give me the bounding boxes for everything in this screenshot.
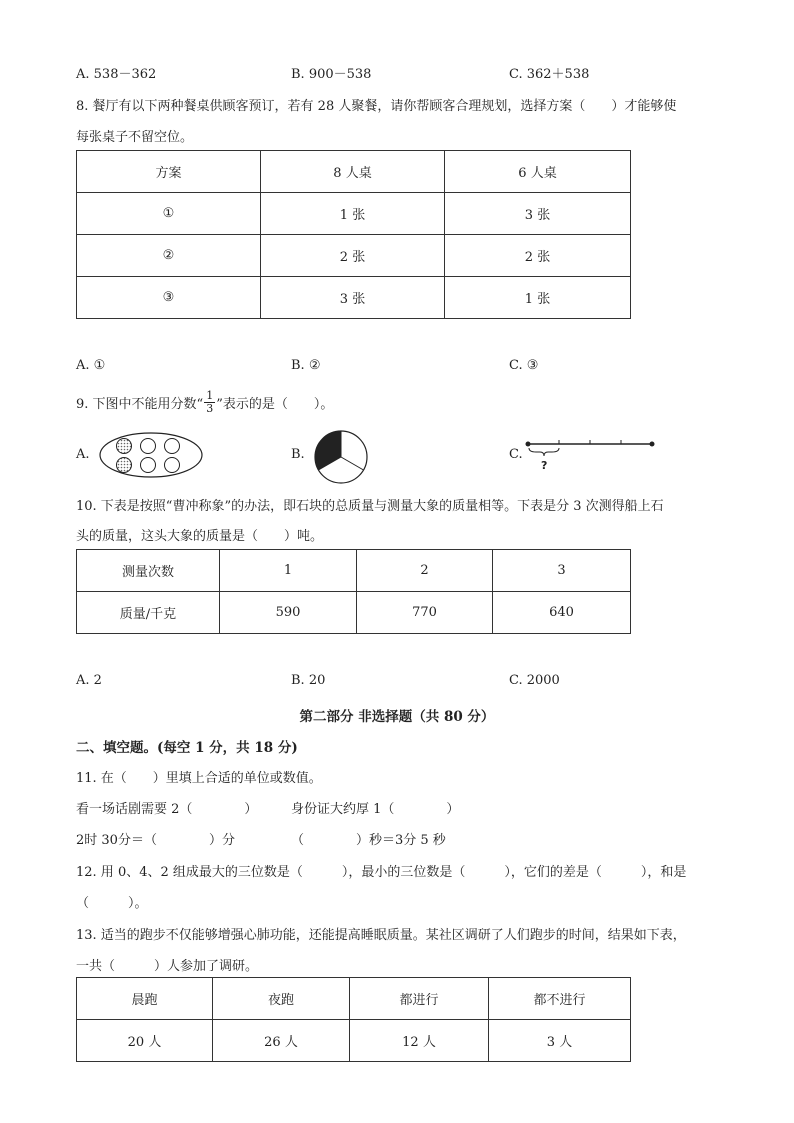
- table-cell: ②: [77, 235, 261, 277]
- q8-question-line1: 8. 餐厅有以下两种餐桌供顾客预订，若有 28 人聚餐，请你帮顾客合理规划，选择方案（ ）才能够使: [76, 99, 677, 114]
- q12-question-line1: 12. 用 0、4、2 组成最大的三位数是（ ），最小的三位数是（ ），它们的差是（ ），和是: [76, 865, 687, 880]
- number-line-question-mark: ?: [541, 459, 548, 472]
- q8-table: [76, 150, 631, 319]
- q8-option-b: B. ②: [291, 358, 321, 373]
- part2-title: 第二部分 非选择题（共 80 分）: [299, 709, 495, 725]
- q9-question: [76, 385, 333, 419]
- table-cell: 590: [220, 592, 357, 634]
- table-row: [77, 1020, 631, 1062]
- table-header-cell: 2: [357, 550, 493, 592]
- q9-label-b: B.: [291, 447, 305, 462]
- q8-option-a: A. ①: [76, 358, 106, 373]
- q9-label-c: C.: [509, 447, 523, 462]
- table-header-cell: 方案: [77, 151, 261, 193]
- q8-option-c: C. ③: [509, 358, 539, 373]
- table-cell: 640: [493, 592, 631, 634]
- table-header-row: [77, 151, 631, 193]
- table-cell: 质量/千克: [77, 592, 220, 634]
- table-header-cell: 都进行: [350, 978, 489, 1020]
- q7-option-c: C. 362＋538: [509, 67, 590, 82]
- table-cell: 20 人: [77, 1020, 213, 1062]
- q11-item-minutes: 2时 30分＝（ ）分: [76, 833, 235, 848]
- q9-text-before: 9. 下图中不能用分数“: [76, 396, 204, 412]
- q13-question-line2: 一共（ ）人参加了调研。: [76, 959, 259, 974]
- q10-question-line1: 10. 下表是按照“曹冲称象”的办法，即石块的总质量与测量大象的质量相等。下表是分 3 次测得船上石: [76, 499, 664, 514]
- fraction: [204, 390, 215, 415]
- table-header-cell: 3: [493, 550, 631, 592]
- fraction-denominator: 3: [206, 401, 214, 415]
- q9-label-a: A.: [76, 447, 90, 462]
- q10-option-a: A. 2: [76, 673, 102, 688]
- table-cell: 3 人: [489, 1020, 631, 1062]
- table-header-cell: 测量次数: [77, 550, 220, 592]
- q8-question-line2: 每张桌子不留空位。: [76, 130, 194, 145]
- table-cell: 3 张: [261, 277, 445, 319]
- q10-table: [76, 549, 631, 634]
- q12-question-line2: （ ）。: [76, 896, 148, 911]
- table-cell: ①: [77, 193, 261, 235]
- q13-table: [76, 977, 631, 1062]
- table-header-cell: 8 人桌: [261, 151, 445, 193]
- number-line-figure: [524, 436, 658, 476]
- fraction-numerator: 1: [206, 388, 214, 402]
- q11-item-idcard: 身份证大约厚 1（ ）: [291, 802, 460, 817]
- table-header-row: [77, 978, 631, 1020]
- table-header-cell: 1: [220, 550, 357, 592]
- table-cell: 1 张: [445, 277, 631, 319]
- q9-text-after: ”表示的是（ ）。: [216, 396, 334, 412]
- oval-circles-figure: [96, 430, 206, 480]
- table-cell: 770: [357, 592, 493, 634]
- table-header-row: [77, 550, 631, 592]
- q11-question: 11. 在（ ）里填上合适的单位或数值。: [76, 771, 322, 786]
- table-row: [77, 193, 631, 235]
- table-cell: 2 张: [445, 235, 631, 277]
- table-header-cell: 夜跑: [213, 978, 350, 1020]
- table-cell: 3 张: [445, 193, 631, 235]
- table-cell: 2 张: [261, 235, 445, 277]
- q10-option-c: C. 2000: [509, 673, 560, 688]
- table-cell: ③: [77, 277, 261, 319]
- q7-option-a: A. 538－362: [76, 67, 157, 82]
- table-row: [77, 277, 631, 319]
- table-row: [77, 592, 631, 634]
- pie-circle-figure: [311, 427, 371, 487]
- q11-item-play: 看一场话剧需要 2（ ）: [76, 802, 258, 817]
- table-row: [77, 235, 631, 277]
- q10-question-line2: 头的质量，这头大象的质量是（ ）吨。: [76, 529, 324, 544]
- table-cell: 12 人: [350, 1020, 489, 1062]
- q7-option-b: B. 900－538: [291, 67, 372, 82]
- table-header-cell: 都不进行: [489, 978, 631, 1020]
- q11-item-seconds: （ ）秒＝3分 5 秒: [291, 833, 446, 848]
- table-cell: 1 张: [261, 193, 445, 235]
- table-header-cell: 6 人桌: [445, 151, 631, 193]
- section2-title: 二、填空题。(每空 1 分，共 18 分): [76, 740, 298, 756]
- table-header-cell: 晨跑: [77, 978, 213, 1020]
- q10-option-b: B. 20: [291, 673, 326, 688]
- table-cell: 26 人: [213, 1020, 350, 1062]
- q13-question-line1: 13. 适当的跑步不仅能够增强心肺功能，还能提高睡眠质量。某社区调研了人们跑步的时间，结果如下表，: [76, 928, 686, 943]
